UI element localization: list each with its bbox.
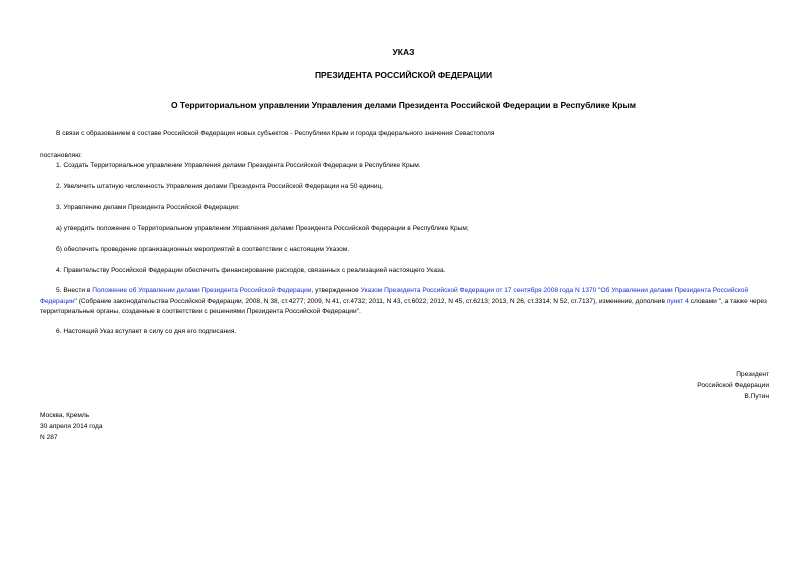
signature-position: Президент xyxy=(736,371,769,378)
p5-text-1: 5. Внести в xyxy=(56,287,93,294)
date: 30 апреля 2014 года xyxy=(40,422,103,430)
signature-block xyxy=(697,370,769,402)
link-point-4[interactable]: пункт 4 xyxy=(666,297,689,305)
paragraph-4: 4. Правительству Российской Федерации обеспечить финансирование расходов, связанных с реализацией настоящего Указа. xyxy=(56,267,446,274)
decree-number: N 287 xyxy=(40,433,58,441)
preamble: В связи с образованием в составе Российской Федерации новых субъектов - Республики Крым и города федерального значения Севастополя xyxy=(56,130,495,137)
place: Москва, Кремль xyxy=(40,412,90,419)
paragraph-2: 2. Увеличить штатную численность Управления делами Президента Российской Федерации на 50 единиц. xyxy=(56,183,384,190)
p5-text-5: словами ", а также через территориальные органы, созданные в соответствии с решениями Президента Российской Федерации". xyxy=(40,297,767,316)
paragraph-3: 3. Управлению делами Президента Российской Федерации: xyxy=(56,204,240,211)
place-date-block xyxy=(40,411,103,443)
link-regulation[interactable]: Положение об Управлении делами Президента Российской Федерации xyxy=(92,287,312,294)
paragraph-3b: б) обеспечить проведение организационных мероприятий в соответствии с настоящим Указом. xyxy=(56,246,350,253)
p5-text-3: " xyxy=(596,287,601,294)
decree-issuer: ПРЕЗИДЕНТА РОССИЙСКОЙ ФЕДЕРАЦИИ xyxy=(314,70,493,80)
link-decree-title[interactable]: Об Управлении делами Президента Российской Федерации xyxy=(40,287,749,305)
paragraph-1: 1. Создать Территориальное управление Управления делами Президента Российской Федерации в Республике Крым. xyxy=(56,162,421,169)
paragraph-5 xyxy=(40,286,775,318)
paragraph-3a: а) утвердить положение о Территориальном управлении Управления делами Президента Российской Федерации в Республике Крым; xyxy=(56,225,469,232)
p5-text-4: " (Собрание законодательства Российской Федерации, 2008, N 38, ст.4277; 2009, N 41, ст.4732; 2011, N 43, ст.6022; 2012, N 45, ст.6213; 2013, N 26, ст.3314; N 52, ст.7137), изменение, дополнив xyxy=(74,297,667,305)
signature-name: В.Путин xyxy=(744,392,769,400)
link-decree-1370[interactable]: Указом Президента Российской Федерации от 17 сентября 2008 года N 1370 xyxy=(360,287,597,294)
paragraph-6: 6. Настоящий Указ вступает в силу со дня его подписания. xyxy=(56,328,237,335)
resolve-word: постановляю: xyxy=(40,152,83,159)
decree-subject: О Территориальном управлении Управления делами Президента Российской Федерации в Республике Крым xyxy=(170,100,637,110)
decree-title: УКАЗ xyxy=(392,47,415,57)
signature-country: Российской Федерации xyxy=(697,381,769,389)
p5-text-2: , утвержденное xyxy=(311,287,361,294)
